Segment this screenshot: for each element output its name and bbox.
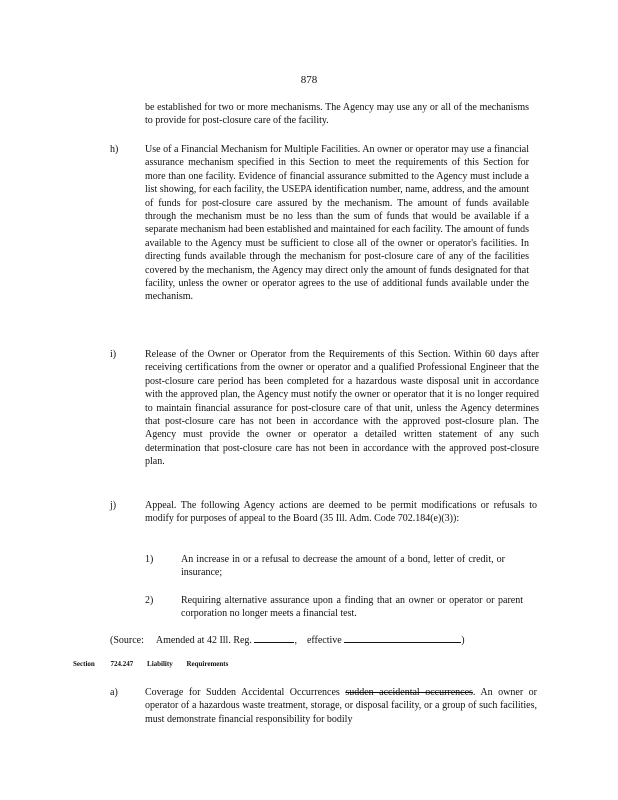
struck-text: sudden accidental occurrences: [345, 687, 473, 698]
item-a-marker: a): [110, 687, 118, 698]
section-heading: [73, 660, 228, 668]
item-a-paragraph: [145, 686, 537, 726]
item-h-marker: h): [110, 144, 119, 155]
item-h-paragraph: Use of a Financial Mechanism for Multiple Facilities. An owner or operator may use a financial assurance mechanism specified in this Section to meet the requirements of this Section for more than one facility. Evidence of financial assurance submitted to the Agency must include a list showing, for each facility, the USEPA identification number, name, address, and the amount of funds for post-closure care assured by the mechanism. The amount of funds available through the mechanism must be no less than the sum of funds that would be available if a separate mechanism had been established and maintained for each facility. The amount of funds available to the Agency must be sufficient to close all of the owner or operator's facilities. In directing funds available through the mechanism for post-closure care of any of the facilities covered by the mechanism, the Agency may direct only the amount of funds designated for that facility, unless the owner or operator agrees to the use of additional funds available under the mechanism.: [145, 144, 529, 303]
item-a-text-after: . An owner or operator of a hazardous waste treatment, storage, or disposal facility, or a group of such facilities, must demonstrate financial responsibility for bodily: [145, 687, 537, 725]
subitem-1-marker: 1): [145, 554, 154, 565]
item-a-text-before: Coverage for Sudden Accidental Occurrences: [145, 687, 340, 698]
subitem-2-marker: 2): [145, 595, 154, 606]
register-blank: [254, 633, 294, 643]
source-close: ): [461, 635, 465, 646]
source-amended: Amended at 42 Ill. Reg.: [155, 635, 252, 646]
section-label: Section: [73, 660, 95, 668]
item-i-marker: i): [110, 349, 117, 360]
item-i-paragraph: Release of the Owner or Operator from the Requirements of this Section. Within 60 days after receiving certifications from the owner or operator and a qualified Professional Engineer that the post-closure care period has been completed for a hazardous waste disposal unit in accordance with the approved plan, the Agency must notify the owner or operator that it is no longer required to maintain financial assurance for post-closure care of that unit, unless the Agency determines that post-closure care has not been in accordance with the approved post-closure plan. The Agency must provide the owner or operator a detailed written statement of any such determination that post-closure care has not been in accordance with the approved post-closure plan.: [145, 349, 539, 468]
section-title-2: Requirements: [186, 660, 229, 668]
effective-date-blank: [344, 633, 461, 643]
page-number: 878: [300, 74, 318, 86]
source-note: (Source: Amended at 42 Ill. Reg. , effective ): [110, 635, 465, 646]
subitem-1-paragraph: An increase in or a refusal to decrease the amount of a bond, letter of credit, or insurance;: [181, 554, 505, 579]
section-title-1: Liability: [147, 660, 173, 668]
item-j-paragraph: Appeal. The following Agency actions are deemed to be permit modifications or refusals to modify for purposes of appeal to the Board (35 Ill. Adm. Code 702.184(e)(3)):: [145, 500, 537, 525]
subitem-2-paragraph: Requiring alternative assurance upon a finding that an owner or operator or parent corporation no longer meets a financial test.: [181, 595, 523, 620]
item-j-marker: j): [110, 500, 117, 511]
source-open: (Source:: [110, 635, 144, 646]
source-effective: effective: [306, 635, 342, 646]
continuation-paragraph: be established for two or more mechanisms. The Agency may use any or all of the mechanisms to provide for post-closure care of the facility.: [145, 102, 529, 127]
section-number: 724.247: [110, 660, 134, 668]
